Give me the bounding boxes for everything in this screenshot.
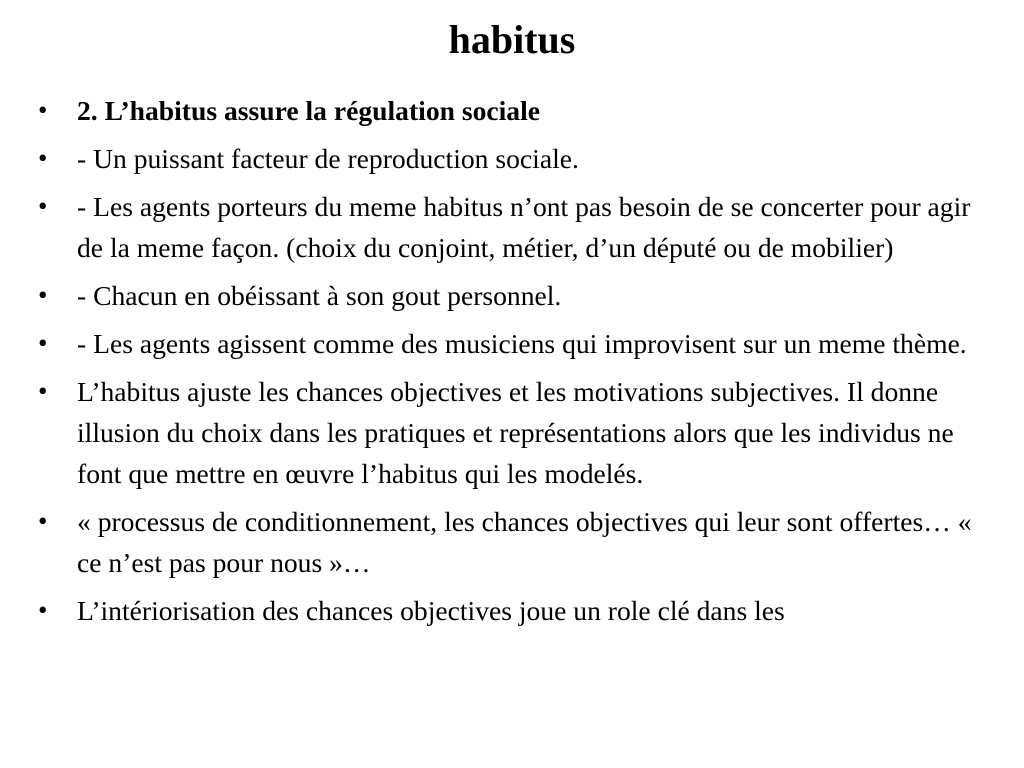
bullet-item — [38, 371, 998, 494]
bullet-point-icon: • — [38, 328, 48, 358]
bullet-text: L’habitus ajuste les chances objectives et les motivations subjectives. Il donne illusion du choix dans les pratiques et représentations alors que les individus ne font que mettre en œuvre l’habitus qui les modelés. — [77, 376, 954, 489]
slide-title: habitus — [448, 17, 576, 62]
bullet-point-icon: • — [38, 280, 48, 310]
bullet-text: - Un puissant facteur de reproduction sociale. — [77, 143, 579, 174]
bullet-item — [38, 186, 998, 268]
bullet-item — [38, 501, 998, 583]
bullet-item — [38, 323, 998, 364]
bullet-item — [38, 138, 998, 179]
bullet-text: - Les agents agissent comme des musiciens qui improvisent sur un meme thème. — [77, 328, 967, 359]
bullet-point-icon: • — [38, 191, 48, 221]
bullet-point-icon: • — [38, 595, 48, 625]
bullet-text: L’intériorisation des chances objectives joue un role clé dans les — [77, 595, 785, 626]
bullet-item — [38, 90, 998, 131]
bullet-point-icon: • — [38, 376, 48, 406]
bullet-text: 2. L’habitus assure la régulation sociale — [77, 95, 541, 126]
bullet-text: - Chacun en obéissant à son gout personnel. — [77, 280, 562, 311]
bullet-item — [38, 275, 998, 316]
bullet-point-icon: • — [38, 95, 48, 125]
bullet-text: - Les agents porteurs du meme habitus n’ont pas besoin de se concerter pour agir de la meme façon. (choix du conjoint, métier, d’un député ou de mobilier) — [77, 191, 971, 263]
bullet-list — [38, 90, 998, 638]
bullet-text: « processus de conditionnement, les chances objectives qui leur sont offertes… « ce n’est pas pour nous »… — [77, 506, 972, 578]
bullet-point-icon: • — [38, 143, 48, 173]
bullet-point-icon: • — [38, 506, 48, 536]
bullet-item — [38, 590, 998, 631]
